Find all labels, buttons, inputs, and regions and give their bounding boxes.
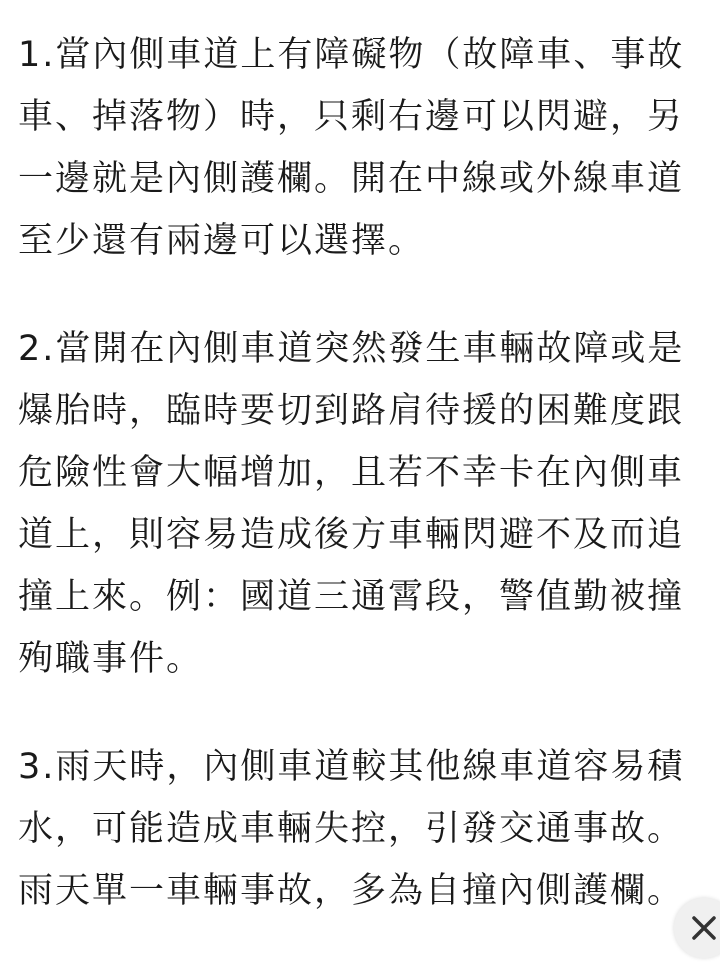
close-icon [686, 910, 720, 946]
paragraph-2: 2.當開在內側車道突然發生車輛故障或是爆胎時，臨時要切到路肩待援的困難度跟危險性會大幅增加，且若不幸卡在內側車道上，則容易造成後方車輛閃避不及而追撞上來。例：國道三通霄段，警值勤被撞殉職事件。 [18, 329, 685, 679]
paragraph-3: 3.雨天時，內側車道較其他線車道容易積水，可能造成車輛失控，引發交通事故。雨天單一車輛事故，多為自撞內側護欄。 [18, 747, 685, 911]
article-body [18, 24, 708, 968]
paragraph-1: 1.當內側車道上有障礙物（故障車、事故車、掉落物）時，只剩右邊可以閃避，另一邊就是內側護欄。開在中線或外線車道至少還有兩邊可以選擇。 [18, 35, 685, 261]
